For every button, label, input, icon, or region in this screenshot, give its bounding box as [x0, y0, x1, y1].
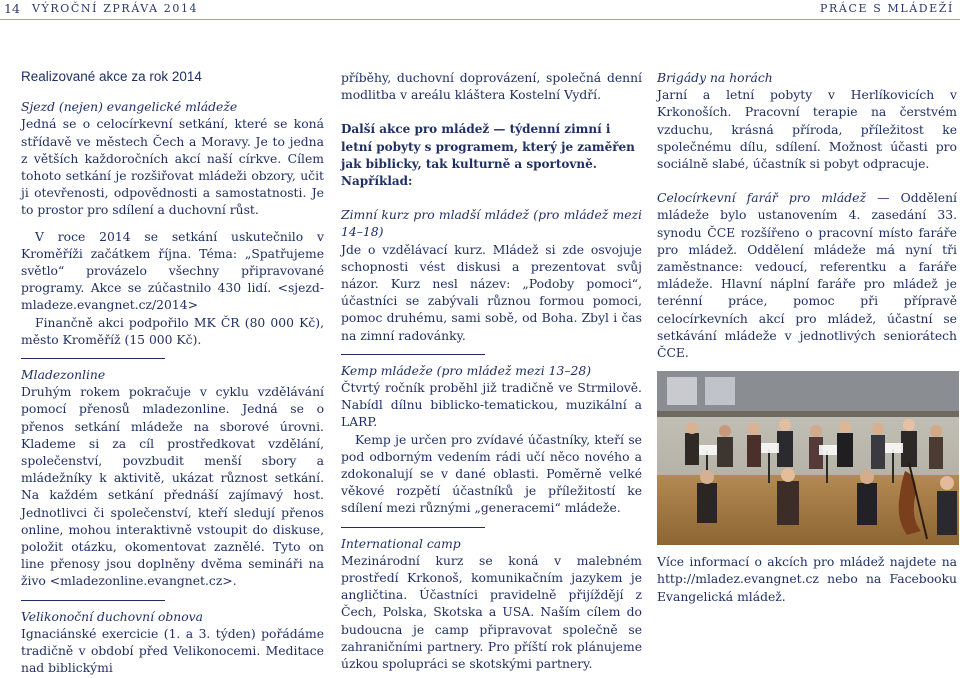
further-events-paragraph: Další akce pro mládež — týdenní zimní i letní pobyty s programem, který je zaměřen jak biblicky, tak kulturně a sportovně. Například:	[341, 122, 635, 189]
report-title: VÝROČNÍ ZPRÁVA 2014	[32, 2, 199, 15]
farar-text: Oddělení mládeže bylo ustanovením 4. zasedání 33. synodu ČCE rozšířeno o pracovní místo faráře pro mládež. Oddělení mládeže má nyní tři zaměstnance: vedoucí, referentku a faráře mládeže. Hlavní náplní faráře pro mládež je terénní práce, pomoc při přípravě celocírkevních akcí pro mládež, účastní se setkávání mládeže v jednotlivých seniorátech ČCE.	[657, 191, 957, 361]
section-title: PRÁCE S MLÁDEŽÍ	[820, 2, 954, 15]
velikonocni-paragraph: Ignaciánské exercicie (1. a 3. týden) pořádáme tradičně v období před Velikonocemi. Meditace nad biblickými	[21, 626, 324, 676]
sjezd-paragraph-2: V roce 2014 se setkání uskutečnilo v Kroměříži začátkem října. Téma: „Spatřujeme světlo“ provázelo všechny připravované programy. Akce se zúčastnilo 430 lidí. <sjezd-mladeze.evangnet.cz/2014>	[21, 229, 324, 313]
main-heading: Realizované akce za rok 2014	[21, 69, 202, 84]
farar-paragraph	[657, 190, 957, 362]
kemp-paragraph-2: Kemp je určen pro zvídavé účastníky, kteří se pod odborným vedením rádi učí něco nového a zdokonalují se v dané oblasti. Poměrně velké věkové rozpětí účastníků je příležitostí ke sdílení mezi různými „generacemi“ mládeže.	[341, 432, 642, 516]
orchestra-photo	[657, 371, 959, 545]
brigady-heading: Brigády na horách	[657, 71, 773, 85]
farar-heading: Celocírkevní farář pro mládež	[657, 191, 866, 206]
sjezd-heading: Sjezd (nejen) evangelické mládeže	[21, 100, 238, 115]
spacer	[341, 190, 642, 207]
farar-dash: —	[865, 191, 901, 206]
zimni-kurz-paragraph: Jde o vzdělávací kurz. Mládež si zde osvojuje schopnosti vést diskusi a prezentovat svůj názor. Kurz nesl název: „Podoby pomoci“, účastníci se zabývali různou formou pomoci, pomoc druhému, sami sobě, od Boha. Zbyl i čas na zimní radovánky.	[341, 242, 642, 343]
column-middle	[341, 70, 642, 673]
velikonocni-heading: Velikonoční duchovní obnova	[21, 609, 203, 624]
international-camp-heading: International camp	[341, 536, 461, 551]
column-right	[657, 70, 957, 606]
page-header	[0, 0, 960, 30]
zimni-kurz-heading: Zimní kurz pro mladší mládež (pro mládež mezi 14–18)	[341, 208, 642, 240]
section-divider	[21, 358, 165, 359]
sjezd-paragraph-3: Finančně akci podpořilo MK ČR (80 000 Kč), město Kroměříž (15 000 Kč).	[21, 315, 324, 347]
kemp-paragraph-1: Čtvrtý ročník proběhl již tradičně ve Strmilově. Nabídl dílnu biblicko-tematickou, muzikální a LARP.	[341, 381, 642, 430]
international-camp-paragraph: Mezinárodní kurz se koná v malebném prostředí Krkonoš, komunikačním jazykem je angličtina. Účastníci pravidelně přijíždějí z Čech, Polska, Skotska a USA. Naším cílem do budoucna je camp připravovat společně se zahraničními partnery. Pro příští rok plánujeme úzkou spolupráci se skotskými partnery.	[341, 553, 642, 672]
section-divider	[341, 527, 485, 528]
page-number: 14	[4, 1, 20, 16]
mladezonline-paragraph: Druhým rokem pokračuje v cyklu vzdělávání pomocí přenosů mladezonline. Jedná se o přenos setkání mládeže na sborové úrovni. Klademe si za cíl prostředkovat vzdělání, společenství, povzbudit menší sbory a mládežníky k aktivitě, ukázat různost setkání. Na každém setkání přednáší zajímavý host. Jednotlivci či společenství, kteří sledují přenos online, mohou interaktivně vstoupit do diskuse, položit otázku, okomentovat zaznělé. Tyto on line přenosy jsou doplněny dvěma semináři na živo <mladezonline.evangnet.cz>.	[21, 385, 324, 589]
section-divider	[21, 600, 165, 601]
section-divider	[341, 354, 485, 355]
spacer	[21, 220, 324, 229]
kemp-heading: Kemp mládeže (pro mládež mezi 13–28)	[341, 363, 592, 378]
sjezd-paragraph-1: Jedná se o celocírkevní setkání, které se koná střídavě ve městech Čech a Moravy. Je to jedna z větších každoročních akcí naší církve. Cílem tohoto setkání je rozšiřovat mládeži obzory, učit ji otevřenosti, odpovědnosti a samostatnosti. Je to prostor pro sdílení a duchovní růst.	[21, 117, 324, 218]
mladezonline-heading: Mladezonline	[21, 368, 106, 383]
header-rule	[0, 19, 960, 20]
more-info-paragraph: Více informací o akcích pro mládež najdete na http://mladez.evangnet.cz nebo na Facebooku Evangelická mládež.	[657, 555, 957, 604]
intro-paragraph: příběhy, duchovní doprovázení, společná denní modlitba v areálu kláštera Kostelní Vydří.	[341, 71, 642, 103]
spacer	[657, 173, 957, 190]
brigady-paragraph: Jarní a letní pobyty v Herlíkovicích v Krkonoších. Pracovní terapie na čerstvém vzduchu, krásná příroda, příležitost ke společnému dílu, sdílení. Možnost účasti pro sociálně slabé, účastník si pobyt odpracuje.	[657, 88, 957, 172]
spacer	[341, 104, 642, 121]
column-left	[21, 68, 324, 678]
